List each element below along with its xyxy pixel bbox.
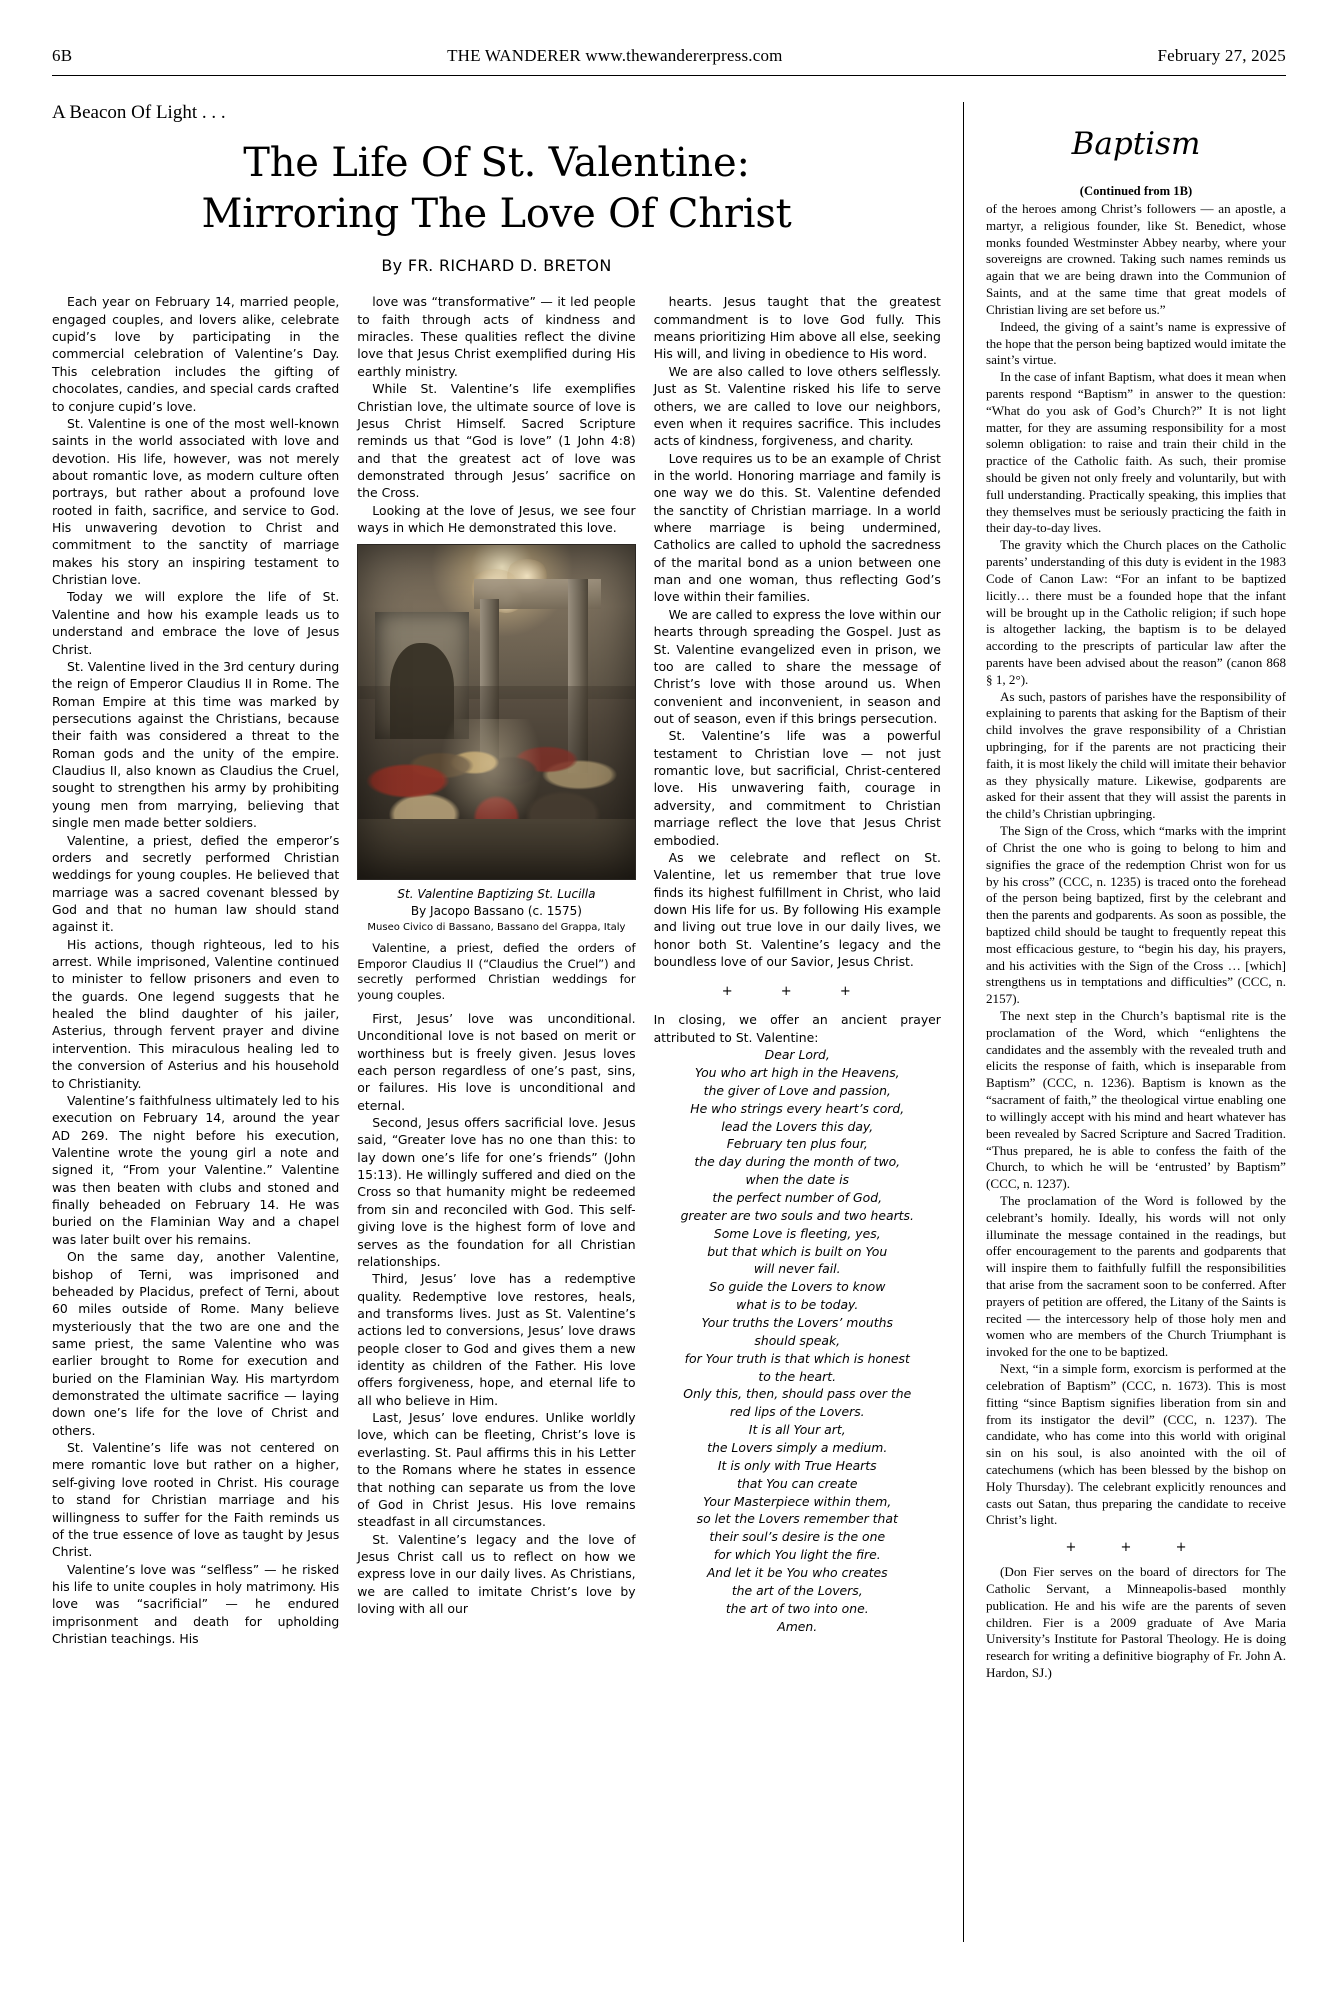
sidebar-title: Baptism (1071, 126, 1201, 162)
continued-from-label: (Continued from 1B) (1079, 184, 1193, 198)
masthead (52, 46, 1286, 66)
prayer-line: to the heart. (758, 1368, 837, 1384)
publication-name: THE WANDERER www.thewandererpress.com (447, 46, 783, 65)
paragraph: St. Valentine’s legacy and the love of Jesus Christ call us to reflect on how we express love in our daily lives. As Christians, we are called to imitate Christ’s love by loving with all our (357, 1531, 636, 1617)
prayer-line: And let it be You who creates (706, 1565, 888, 1581)
sidebar-column (964, 102, 1286, 1942)
section-dingbat: + + + (721, 984, 873, 1000)
prayer-line: February ten plus four, (726, 1136, 868, 1152)
paragraph: St. Valentine’s life was not centered on mere romantic love but rather on a higher, self-giving love rooted in Christ. His courage to stand for Christian marriage and his willingness to suffer for the Faith reminds us of the true essence of love as taught by Jesus Christ. (52, 1440, 340, 1560)
prayer-line: for which You light the fire. (713, 1547, 881, 1563)
prayer-line: their soul’s desire is the one (709, 1529, 886, 1545)
prayer-line: Dear Lord, (764, 1047, 830, 1063)
paragraph: Last, Jesus’ love endures. Unlike worldly love, which can be fleeting, Christ’s love is everlasting. St. Paul affirms this in his Letter to the Romans where he states in essence that nothing can separate us from the love of God in Christ Jesus. His love remains steadfast in all circumstances. (357, 1410, 636, 1530)
paragraph: We are also called to love others selflessly. Just as St. Valentine risked his life to serve others, we are called to love our neighbors, even when it requires sacrifice. This includes acts of kindness, forgiveness, and charity. (653, 363, 941, 449)
prayer-line: but that which is built on You (707, 1243, 888, 1259)
prayer-line: so let the Lovers remember that (696, 1511, 898, 1527)
paragraph: Next, “in a simple form, exorcism is performed at the celebration of Baptism” (CCC, n. 1673). This is most fitting “since Baptism signifies liberation from sin and from its instigator the devil” (CCC, n. 1237). The candidate, who has come into this world with original sin on his soul, is also anointed with the oil of catechumens (which has been blessed by the bishop on Holy Thursday). The celebrant explicitly renounces and casts out Satan, thus preparing the candidate to receive Christ’s light. (986, 1361, 1286, 1528)
prayer-line: the Lovers simply a medium. (707, 1440, 888, 1456)
paragraph: First, Jesus’ love was unconditional. Unconditional love is not based on merit or worthiness but is freely given. Jesus loves each person regardless of one’s past, sins, or failures. His love is unconditional and eternal. (357, 1010, 636, 1113)
painting-foreground (358, 819, 634, 879)
article-figure (357, 544, 635, 1003)
masthead-divider (52, 75, 1286, 76)
paragraph: The gravity which the Church places on the Catholic parents’ understanding of this duty is evident in the 1983 Code of Canon Law: “For an infant to be baptized licitly… there must be a founded hope that the infant will be brought up in the Catholic religion; if such hope is altogether lacking, the baptism is to be delayed according to the prescripts of particular law after the parents have been advised about the reason” (canon 868 § 1, 2°). (986, 537, 1286, 687)
prayer-line: the art of the Lovers, (731, 1582, 863, 1598)
article-columns (52, 293, 941, 1647)
prayer-line: when the date is (745, 1172, 849, 1188)
prayer-line: lead the Lovers this day, (721, 1118, 874, 1134)
section-dingbat: + + + (1065, 1540, 1207, 1556)
prayer-line: will never fail. (753, 1261, 841, 1277)
painting-highlight (441, 719, 540, 833)
paragraph: St. Valentine’s life was a powerful testament to Christian love — not just romantic love, but sacrificial, Christ-centered love. His unwavering faith, courage in adversity, and commitment to Christian marriage reflect the love that Jesus Christ embodied. (653, 728, 941, 848)
paragraph: As we celebrate and reflect on St. Valentine, let us remember that true love finds its highest fulfillment in Christ, who laid down His life for us. By following His example and living out true love in our daily lives, we honor both St. Valentine’s legacy and the boundless love of our Savior, Jesus Christ. (653, 849, 941, 970)
paragraph: We are called to express the love within our hearts through spreading the Gospel. Just as St. Valentine evangelized even in prison, we too are called to share the message of Christ’s love with those around us. When convenient and inconvenient, in season and out of season, even if this brings persecution. (653, 606, 941, 726)
paragraph: The next step in the Church’s baptismal rite is the proclamation of the Word, which “enlightens the candidates and the assembly with the revealed truth and elicits the response of faith, which is inseparable from Baptism” (CCC, n. 1236). Baptism is known as the “sacrament of faith,” the theological virtue enabling one to willingly accept with his mind and heart whatever has been revealed by Sacred Scripture and Sacred Tradition. “Thus prepared, he is able to confess the faith of the Church, to which he will be ‘entrusted’ by Baptism” (CCC, n. 1237). (986, 1008, 1286, 1192)
paragraph: The proclamation of the Word is followed by the celebrant’s homily. Ideally, his words will not only illuminate the message contained in the readings, but offer encouragement to the parents and godparents that will inspire them to faithfully fulfill the responsibilities that arise from the sacrament soon to be conferred. After prayers of petition are offered, the Litany of the Saints is recited — the intercessory help of those holy men and women who are members of the Church Triumphant is invoked for the one to be baptized. (986, 1192, 1286, 1360)
figure-caption (357, 886, 635, 918)
prayer-line: for Your truth is that which is honest (684, 1350, 910, 1366)
prayer-line: He who strings every heart’s cord, (690, 1100, 905, 1116)
article-byline: By FR. RICHARD D. BRETON (381, 256, 612, 276)
paragraph: As such, pastors of parishes have the responsibility of explaining to parents that asking for the Baptism of their child involves the grave responsibility of a Christian upbringing, for if the parents are not practicing their faith, it is most likely the child will imitate their behavior as they physically mature. Likewise, godparents are asked for their assent that they will assist the parents in the child’s Christian upbringing. (986, 688, 1287, 822)
paragraph: St. Valentine lived in the 3rd century during the reign of Emperor Claudius II in Rome. The Roman Empire at this time was marked by persecutions against the Christians, because their faith was considered a threat to the Roman gods and the unity of the empire. Claudius II, also known as Claudius the Cruel, sought to strengthen his army by prohibiting young men from marrying, believing that single men made better soldiers. (52, 658, 340, 831)
page-body (52, 102, 1286, 1942)
prayer-line: should speak, (754, 1332, 841, 1348)
issue-date: February 27, 2025 (1157, 46, 1286, 65)
paragraph: In the case of infant Baptism, what does it mean when parents respond “Baptism” in answer to the question: “What do you ask of God’s Church?” It is not light matter, for they are assuming responsibility for a most solemn obligation: to raise and train their child in the practice of the Catholic faith. As such, their promise should be given not only freely and voluntarily, but with full understanding. Practically speaking, this implies that they themselves must be seriously practicing the faith in their day-to-day lives. (986, 369, 1286, 536)
headline-line-1: The Life Of St. Valentine: (243, 140, 750, 186)
prayer-line: the giver of Love and passion, (703, 1082, 891, 1098)
article-column-1 (52, 293, 348, 1647)
prayer-line: greater are two souls and two hearts. (680, 1207, 914, 1223)
paragraph: love was “transformative” — it led people to faith through acts of kindness and miracles. These qualities reflect the divine love that Jesus Christ exemplified during His earthly ministry. (357, 294, 636, 379)
paragraph: Indeed, the giving of a saint’s name is expressive of the hope that the person being baptized would imitate the saint’s virtue. (986, 318, 1286, 368)
paragraph: of the heroes among Christ’s followers — an apostle, a martyr, a religious founder, like St. Benedict, whose monks founded Westminster Abbey nearby, where your sovereigns are crowned. Taking such names reminds us again that we are being drawn into the Communion of Saints, and at the same time that great models of Christian living are set before us.” (986, 201, 1286, 317)
paragraph: Today we will explore the life of St. Valentine and how his example leads us to understand and embrace the love of Jesus Christ. (52, 589, 340, 657)
figure-credit: Museo Civico di Bassano, Bassano del Grappa, Italy (367, 921, 626, 933)
paragraph: Valentine’s love was “selfless” — he risked his life to unite couples in holy matrimony. His love was “sacrificial” — he endured imprisonment and death for upholding Christian teachings. His (52, 1561, 340, 1647)
prayer-line: It is all Your art, (748, 1422, 846, 1438)
paragraph: Valentine’s faithfulness ultimately led to his execution on February 14, around the year AD 269. The night before his execution, Valentine wrote the young girl a note and signed it, “From your Valentine.” Valentine was then beaten with clubs and stoned and finally beheaded on February 14. He was buried on the Flaminian Way and a chapel was later built over his remains. (52, 1092, 340, 1247)
prayer-line: Some Love is fleeting, yes, (713, 1225, 881, 1241)
folio-number: 6B (52, 46, 73, 65)
paragraph: Each year on February 14, married people, engaged couples, and lovers alike, celebrate cupid’s love by participating in the commercial celebration of Valentine’s Day. This celebration includes the gifting of chocolates, candies, and special cards crafted to conjure cupid’s love. (52, 294, 340, 414)
paragraph: While St. Valentine’s life exemplifies Christian love, the ultimate source of love is Jesus Christ Himself. Sacred Scripture reminds us that “God is love” (1 John 4:8) and that the greatest act of love was demonstrated through Jesus’ sacrifice on the Cross. (357, 381, 636, 501)
painting-image (357, 544, 635, 880)
closing-intro: In closing, we offer an ancient prayer attributed to St. Valentine: (653, 1012, 941, 1045)
paragraph: Second, Jesus offers sacrificial love. Jesus said, “Greater love has no one than this: to lay down one’s life for one’s friends” (John 15:13). He willingly suffered and died on the Cross so that humanity might be redeemed from sin and reconciled with God. This self-giving love is the highest form of love and serves as the foundation for all Christian relationships. (357, 1115, 636, 1269)
paragraph: His actions, though righteous, led to his arrest. While imprisoned, Valentine continued to minister to fellow prisoners and even to the guards. One legend suggests that he healed the blind daughter of his jailer, Asterius, through fervent prayer and divine intervention. This miraculous healing led to the conversion of Asterius and his household to Christianity. (52, 936, 340, 1091)
figure-caption-artist: By Jacopo Bassano (c. 1575) (410, 903, 582, 918)
paragraph: Looking at the love of Jesus, we see four ways in which He demonstrated this love. (357, 502, 636, 536)
paragraph: Love requires us to be an example of Christ in the world. Honoring marriage and family is one way we do this. St. Valentine defended the sanctity of Christian marriage. In a world where marriage is being undermined, Catholics are called to uphold the sacredness of the marital bond as a union between one man and one woman, thus reflecting God’s love within their families. (653, 450, 941, 605)
headline-line-2: Mirroring The Love Of Christ (201, 191, 792, 238)
paragraph: On the same day, another Valentine, bishop of Terni, was imprisoned and beheaded by Placidus, prefect of Terni, about 60 miles outside of Rome. Many believe mysteriously that the two are one and the same priest, the same Valentine who was earlier brought to Rome for execution and buried on the Flaminian Way. His martyrdom demonstrated the ultimate sacrifice — laying down one’s life for the love of Christ and others. (52, 1249, 340, 1438)
prayer-line: Your Masterpiece within them, (703, 1493, 892, 1509)
figure-caption-title: St. Valentine Baptizing St. Lucilla (397, 887, 596, 902)
paragraph: Valentine, a priest, defied the emperor’s orders and secretly performed Christian weddings for young couples. He believed that marriage was a sacred covenant blessed by God and that no human law should stand against it. (52, 832, 340, 935)
prayer-line: Your truths the Lovers’ mouths (701, 1315, 893, 1330)
prayer-line: the day during the month of two, (694, 1154, 901, 1170)
paragraph: hearts. Jesus taught that the greatest commandment is to love God fully. This means prioritizing Him above all else, seeking His will, and living in obedience to His word. (653, 294, 941, 362)
prayer-line: It is only with True Hearts (717, 1457, 877, 1473)
paragraph: The Sign of the Cross, which “marks with the imprint of Christ the one who is going to belong to him and signifies the grace of the redemption Christ won for us by his cross” (CCC, n. 1235) is traced onto the forehead of the person being baptized, first by the celebrant and then the parents and godparents. As soon as possible, the baptized child should be taught to frequently repeat this most efficacious gesture, to “begin his day, his prayers, and his activities with the Sign of the Cross … [which] strengthens us in temptations and difficulties” (CCC, n. 2157). (986, 823, 1286, 1007)
figure-note: Valentine, a priest, defied the orders of Emporor Claudius II (“Claudius the Cruel”) and secretly performed Christian weddings for young couples. (357, 940, 636, 1003)
prayer-line: the perfect number of God, (712, 1189, 883, 1205)
prayer-line: You who art high in the Heavens, (694, 1064, 900, 1080)
prayer-line: that You can create (737, 1475, 858, 1491)
prayer-line: the art of two into one. (725, 1600, 869, 1616)
prayer-text (654, 1046, 941, 1635)
prayer-line: red lips of the Lovers. (729, 1404, 865, 1420)
article-column-2 (348, 293, 644, 1647)
author-bio: (Don Fier serves on the board of directors for The Catholic Servant, a Minneapolis-based monthly publication. He and his wife are the parents of seven children. Fier is a 2009 graduate of Ave Maria University’s Institute for Pastoral Theology. He is doing research for writing a definitive biography of Fr. John A. Hardon, SJ.) (986, 1564, 1286, 1681)
article-column-3 (645, 293, 941, 1647)
prayer-line: So guide the Lovers to know (709, 1279, 886, 1295)
paragraph: St. Valentine is one of the most well-known saints in the world associated with love and devotion. His life, however, was not merely about romantic love, as modern culture often portrays, but rather about a profound love rooted in faith, sacrifice, and service to God. His unwavering devotion to Christ and commitment to the sanctity of marriage makes his story an inspiring testament to Christian love. (52, 415, 340, 588)
prayer-line: Amen. (777, 1618, 818, 1634)
prayer-line: what is to be today. (736, 1297, 859, 1313)
page-title (52, 138, 941, 240)
paragraph: Third, Jesus’ love has a redemptive quality. Redemptive love restores, heals, and transforms lives. Just as St. Valentine’s actions led to conversions, Jesus’ love draws people closer to God and gives them a new identity as children of the Father. His love offers forgiveness, hope, and eternal life to all who believe in Him. (357, 1271, 636, 1408)
prayer-line: Only this, then, should pass over the (683, 1386, 912, 1402)
article-zone (52, 102, 964, 1942)
article-kicker: A Beacon Of Light . . . (52, 102, 226, 123)
